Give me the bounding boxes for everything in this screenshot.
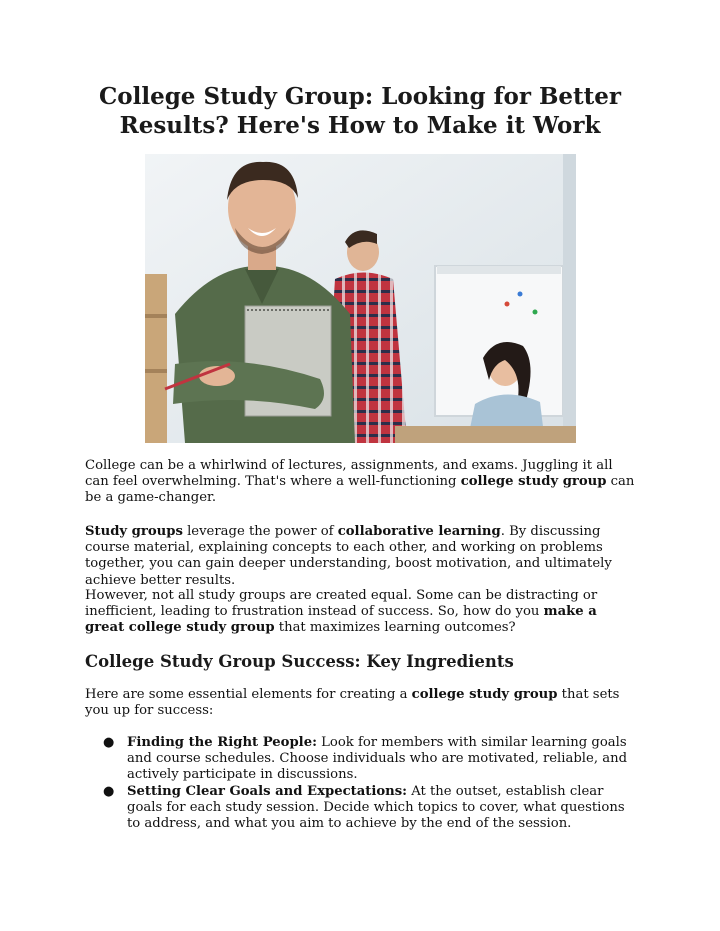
hero-image — [145, 154, 576, 443]
list-item-text: Look for members with similar learning goals and course schedules. Choose individuals who are motivated, reliable, and actively participate in discussions. — [127, 735, 628, 783]
bold-phrase: Study groups — [85, 524, 183, 539]
intro-paragraph-3 — [85, 588, 640, 637]
bold-phrase: collaborative learning — [337, 524, 501, 539]
ingredients-list — [85, 735, 640, 832]
list-item-title: Setting Clear Goals and Expectations: — [127, 783, 408, 799]
intro-paragraph-2 — [85, 524, 640, 589]
intro-text: College can be a whirlwind of lectures, assignments, and exams. Juggling it all can feel overwhelming. That's where a well-functioning — [85, 458, 613, 490]
list-item — [85, 735, 640, 784]
bullet-icon: ● — [103, 735, 115, 750]
intro-text: leverage the power of — [182, 524, 338, 539]
list-item — [85, 784, 640, 833]
list-item-title: Finding the Right People: — [127, 735, 317, 750]
intro-text: that maximizes learning outcomes? — [274, 620, 516, 636]
intro-paragraph-1 — [85, 458, 640, 507]
section-lead — [85, 687, 640, 719]
lead-text: Here are some essential elements for creating a — [85, 687, 412, 702]
list-item-text: At the outset, establish clear goals for each study session. Decide which topics to cover, what questions to address, and what you aim to achieve by the end of the session. — [127, 783, 625, 832]
bold-phrase: make a great college study group — [85, 604, 597, 636]
bold-phrase: college study group — [411, 687, 558, 702]
intro-text: However, not all study groups are created equal. Some can be distracting or inefficient, leading to frustration instead of success. So, how do you — [85, 588, 598, 620]
study-group-photo — [145, 154, 576, 443]
lead-text: that sets you up for success: — [85, 687, 620, 719]
page-title: College Study Group: Looking for Better Results? Here's How to Make it Work — [98, 83, 622, 139]
bullet-icon: ● — [103, 783, 115, 799]
intro-text: . By discussing course material, explaining concepts to each other, and working on problems together, you can gain deeper understanding, boost motivation, and ultimately achieve better results. — [85, 524, 612, 588]
bold-phrase: college study group — [460, 474, 607, 490]
intro-text: can be a game-changer. — [85, 474, 635, 506]
section-heading: College Study Group Success: Key Ingredients — [85, 652, 514, 671]
